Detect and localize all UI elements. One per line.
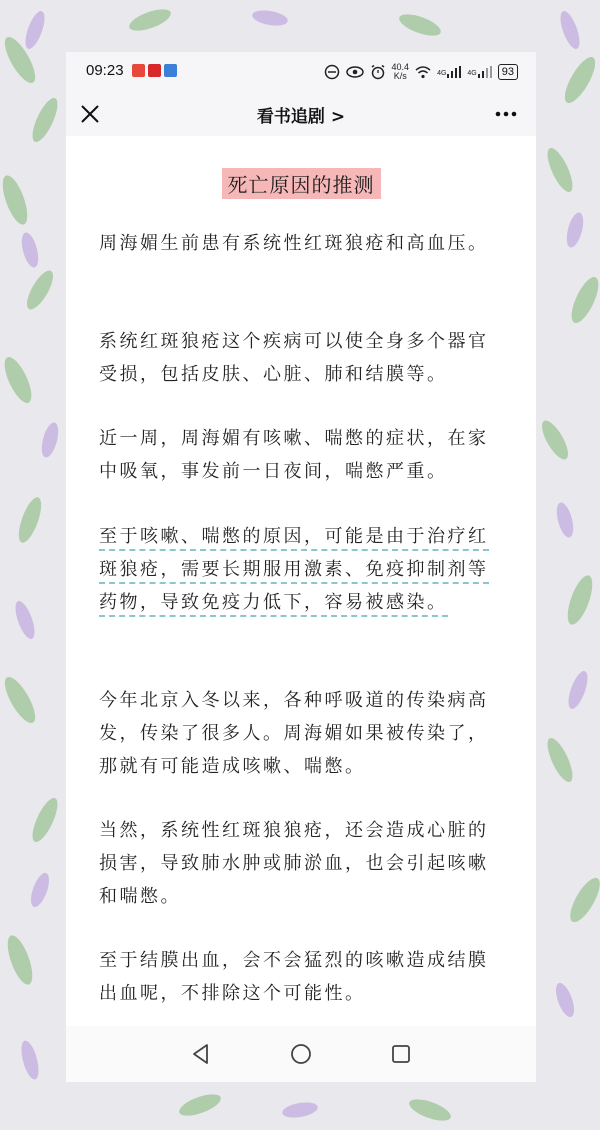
recents-square-icon <box>387 1040 415 1068</box>
underlined-text[interactable]: 至于咳嗽、喘憋的原因，可能是由于治疗红斑狼疮，需要长期服用激素、免疫抑制剂等药物，导致免疫力低下，容易被感染。 <box>99 526 489 617</box>
top-nav-bar <box>66 92 536 136</box>
article-paragraph: 今年北京入冬以来，各种呼吸道的传染病高发，传染了很多人。周海媚如果被传染了，那就有可能造成咳嗽、喘憋。 <box>99 690 489 777</box>
article-paragraph: 至于结膜出血，会不会猛烈的咳嗽造成结膜出血呢，不排除这个可能性。 <box>99 950 489 1004</box>
status-icons <box>324 60 518 84</box>
dnd-icon <box>324 64 340 80</box>
signal-2-label: 4G <box>467 70 477 77</box>
article-heading-wrap <box>66 168 536 199</box>
article-paragraph: 系统红斑狼疮这个疾病可以使全身多个器官受损，包括皮肤、心脏、肺和结膜等。 <box>99 331 489 385</box>
page-title[interactable]: 看书追剧 > <box>256 107 346 127</box>
article-heading: 死亡原因的推测 <box>222 168 381 199</box>
eye-icon <box>346 64 364 80</box>
more-icon <box>490 100 522 128</box>
signal-bars-icon <box>447 66 461 78</box>
recents-button[interactable] <box>387 1040 415 1068</box>
alarm-icon <box>370 64 386 80</box>
article-paragraph: 近一周，周海媚有咳嗽、喘憋的症状，在家中吸氧，事发前一日夜间，喘憋严重。 <box>99 428 489 482</box>
battery-indicator: 93 <box>498 64 518 80</box>
article-paragraph-underlined <box>99 520 504 619</box>
signal-1-label: 4G <box>437 70 447 77</box>
back-button[interactable] <box>187 1040 215 1068</box>
system-nav-bar <box>66 1026 536 1082</box>
back-triangle-icon <box>187 1040 215 1068</box>
net-speed <box>392 63 410 81</box>
notification-icon-app1 <box>132 64 145 77</box>
notification-icon-app3 <box>164 64 177 77</box>
wifi-icon <box>415 65 431 79</box>
phone-screen <box>66 52 536 1082</box>
net-speed-value: 40.4 <box>391 62 410 72</box>
status-bar <box>66 52 536 92</box>
article-paragraph: 当然，系统性红斑狼狼疮，还会造成心脏的损害，导致肺水肿或肺淤血，也会引起咳嗽和喘憋。 <box>99 820 489 907</box>
signal-2 <box>467 66 491 78</box>
home-button[interactable] <box>287 1040 315 1068</box>
signal-bars-icon <box>478 66 492 78</box>
notification-icon-app2 <box>148 64 161 77</box>
status-time: 09:23 <box>86 62 124 79</box>
signal-1 <box>437 66 461 78</box>
home-circle-icon <box>287 1040 315 1068</box>
net-speed-unit: K/s <box>393 71 407 81</box>
article-paragraph: 周海媚生前患有系统性红斑狼疮和高血压。 <box>99 233 489 254</box>
more-button[interactable] <box>490 100 522 128</box>
